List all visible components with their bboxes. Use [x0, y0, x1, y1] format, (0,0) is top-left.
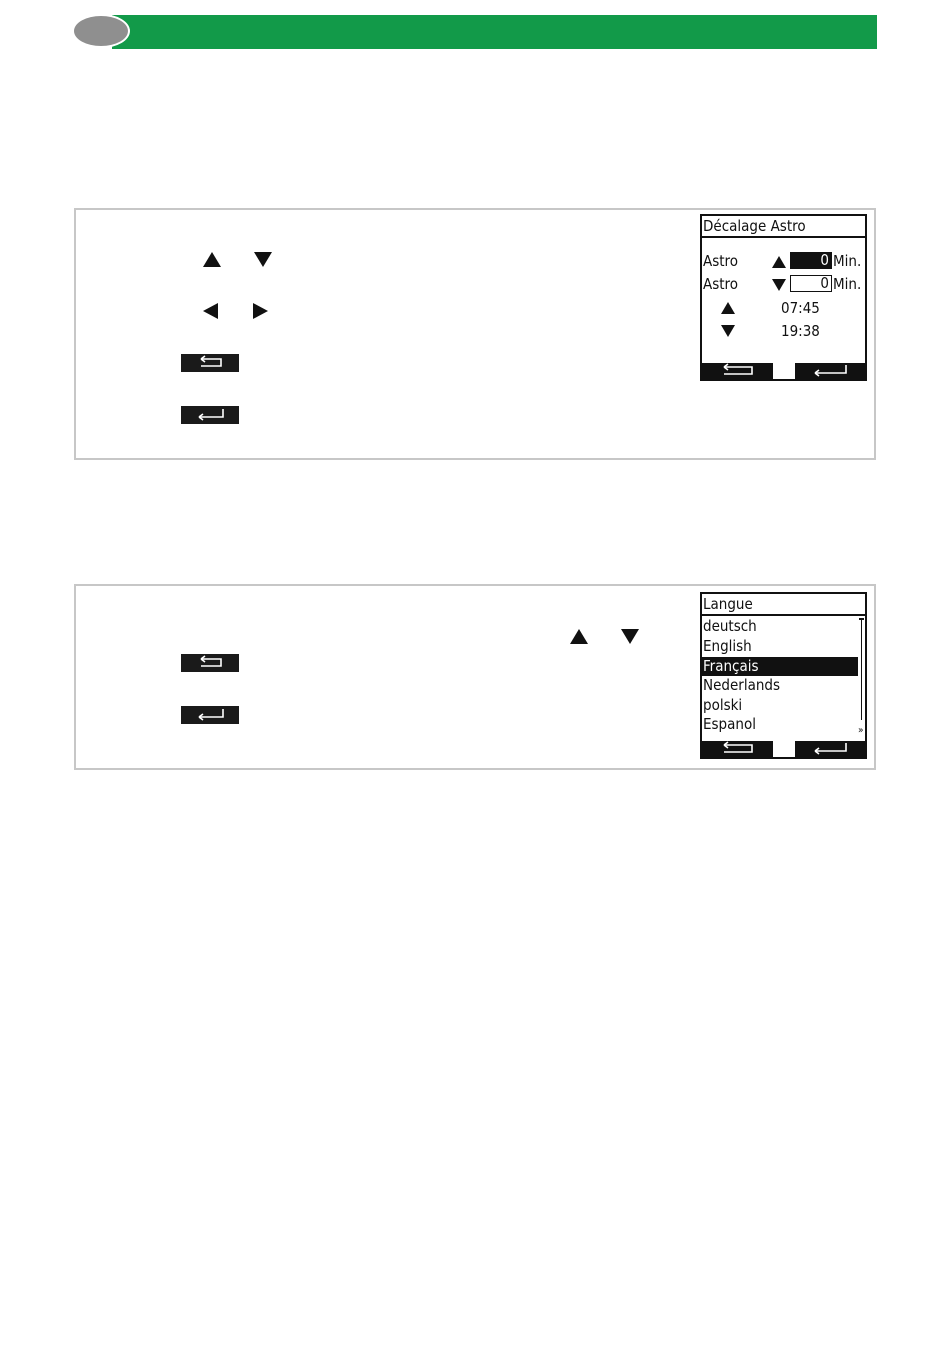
astro-offset-screen [700, 214, 867, 381]
sunrise-time: 07:45 [781, 299, 820, 317]
back-softkey[interactable] [702, 363, 773, 379]
astro-label-sunrise: Astro [703, 252, 739, 270]
back-key-icon [181, 354, 239, 372]
sunset-offset-value[interactable]: 0 [790, 275, 832, 292]
language-item-polski[interactable]: polski [703, 696, 743, 714]
sunset-icon [721, 325, 735, 337]
language-screen [700, 592, 867, 759]
scroll-down-icon: » [858, 725, 864, 736]
enter-key-icon [181, 706, 239, 724]
sunrise-offset-value[interactable]: 0 [790, 252, 832, 269]
scrollbar[interactable] [859, 618, 864, 736]
enter-softkey[interactable] [795, 741, 865, 757]
language-item-deutsch[interactable]: deutsch [703, 617, 757, 635]
softkey-bar [702, 741, 865, 757]
enter-key-icon [181, 406, 239, 424]
down-arrow-icon [254, 252, 272, 267]
scrollbar-track [861, 620, 862, 720]
sunrise-icon [721, 302, 735, 314]
up-arrow-icon [203, 252, 221, 267]
back-key-icon [181, 654, 239, 672]
language-item-francais[interactable]: Français [702, 657, 858, 676]
up-arrow-icon [570, 629, 588, 644]
back-softkey[interactable] [702, 741, 773, 757]
chapter-badge [72, 14, 130, 48]
language-item-english[interactable]: English [703, 637, 752, 655]
language-item-espanol[interactable]: Espanol [703, 715, 756, 733]
left-arrow-icon [203, 303, 218, 319]
unit-label: Min. [833, 275, 862, 293]
enter-softkey[interactable] [795, 363, 865, 379]
right-arrow-icon [253, 303, 268, 319]
sunset-time: 19:38 [781, 322, 820, 340]
header-bar [112, 15, 877, 49]
astro-label-sunset: Astro [703, 275, 739, 293]
unit-label: Min. [833, 252, 862, 270]
language-item-nederlands[interactable]: Nederlands [703, 676, 780, 694]
screen-title: Décalage Astro [702, 216, 865, 238]
sunset-icon [772, 279, 786, 291]
screen-title: Langue [702, 594, 865, 616]
softkey-bar [702, 363, 865, 379]
sunrise-icon [772, 256, 786, 268]
down-arrow-icon [621, 629, 639, 644]
